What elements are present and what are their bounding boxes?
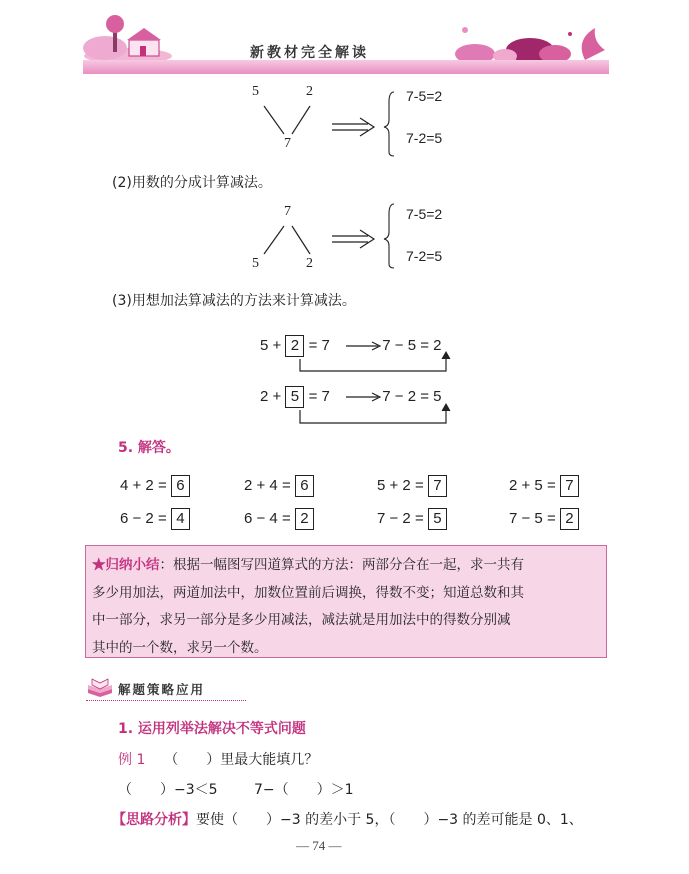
flow2-equals: = [420,387,429,405]
inequality-1: （ ）−3＜5 [118,782,218,798]
addition-subtraction-flow [250,325,480,435]
diagram1-eq2: 7-2=5 [406,130,443,146]
flow1-minus: − [394,336,404,354]
answer-item: 2 + 5 = 7 [509,475,579,497]
diagram2-bottom-right: 2 [306,256,313,271]
analysis-line [112,809,583,829]
decomposition-diagram-2 [240,200,500,278]
header-decoration-left [83,10,173,62]
answer-item: 7 − 5 = 2 [509,508,579,530]
flow2-plus: + [272,387,282,405]
flow2-subtrahend: 2 [407,387,417,405]
flow-row-2 [260,386,442,408]
diagram1-lines [240,80,500,158]
method2-label: (2)用数的分成计算减法。 [112,175,272,191]
answer-item: 7 − 2 = 5 [377,508,447,530]
summary-lead: ★归纳小结 [92,557,160,573]
summary-line-4: 其中的一个数，求另一个数。 [92,639,268,656]
diagram2-top: 7 [284,204,291,219]
answer-item: 2 + 4 = 6 [244,475,314,497]
answer-item: 6 − 4 = 2 [244,508,314,530]
flow1-subtrahend: 5 [407,336,417,354]
diagram2-eq1: 7-5=2 [406,206,443,222]
book-icon [86,677,114,701]
answer-item: 4 + 2 = 6 [120,475,190,497]
flow1-equals: = [420,336,429,354]
strategy-underline [86,700,246,702]
method3-label: (3)用想加法算减法的方法来计算减法。 [112,293,356,309]
flow1-plus: + [272,336,282,354]
flow1-sum: = 7 [308,336,330,354]
flow1-result: 2 [433,336,442,354]
summary-line-1: ★归纳小结：根据一幅图写四道算式的方法：两部分合在一起，求一共有 [92,557,524,573]
diagram1-bottom: 7 [284,136,291,151]
header-decoration-right [445,20,610,64]
flow2-box: 5 [285,386,304,408]
decomposition-diagram-1 [240,80,500,158]
inequality-2: 7−（ ）＞1 [254,782,354,798]
example-label: 例 1 [118,752,146,768]
summary-line-3: 中一部分，求另一部分是多少用减法，减法就是用加法中的得数分别减 [92,612,511,628]
flow-row-1 [260,335,442,357]
example-line [118,749,318,769]
diagram2-lines [240,200,500,278]
summary-box [85,545,607,658]
problem1-title: 1. 运用列举法解决不等式问题 [118,721,306,737]
diagram1-top-right: 2 [306,84,313,99]
header-band [83,60,609,74]
flow1-minuend: 7 [382,336,391,354]
diagram2-eq2: 7-2=5 [406,248,443,264]
page-number: — 74 — [296,838,342,853]
analysis-text: 要使（ ）−3 的差小于 5，（ ）−3 的差可能是 0、1、 [196,812,583,828]
answer-item: 6 − 2 = 4 [120,508,190,530]
example-text: （ ）里最大能填几？ [164,752,319,768]
answer-item: 5 + 2 = 7 [377,475,447,497]
flow2-minuend: 7 [382,387,391,405]
diagram2-bottom-left: 5 [252,256,259,271]
page-header-title: 新教材完全解读 [250,45,369,61]
strategy-title: 解题策略应用 [118,682,206,697]
flow2-result: 5 [433,387,442,405]
flow1-box: 2 [285,335,304,357]
summary-line-2: 多少用加法，两道加法中，加数位置前后调换，得数不变；知道总数和其 [92,584,524,601]
flow1-addend: 5 [260,336,269,354]
analysis-label: 【思路分析】 [112,812,196,828]
flow2-minus: − [394,387,404,405]
diagram1-top-left: 5 [252,84,259,99]
flow2-addend: 2 [260,387,269,405]
flow2-sum: = 7 [308,387,330,405]
section5-title: 5. 解答。 [118,440,180,456]
diagram1-eq1: 7-5=2 [406,88,443,104]
